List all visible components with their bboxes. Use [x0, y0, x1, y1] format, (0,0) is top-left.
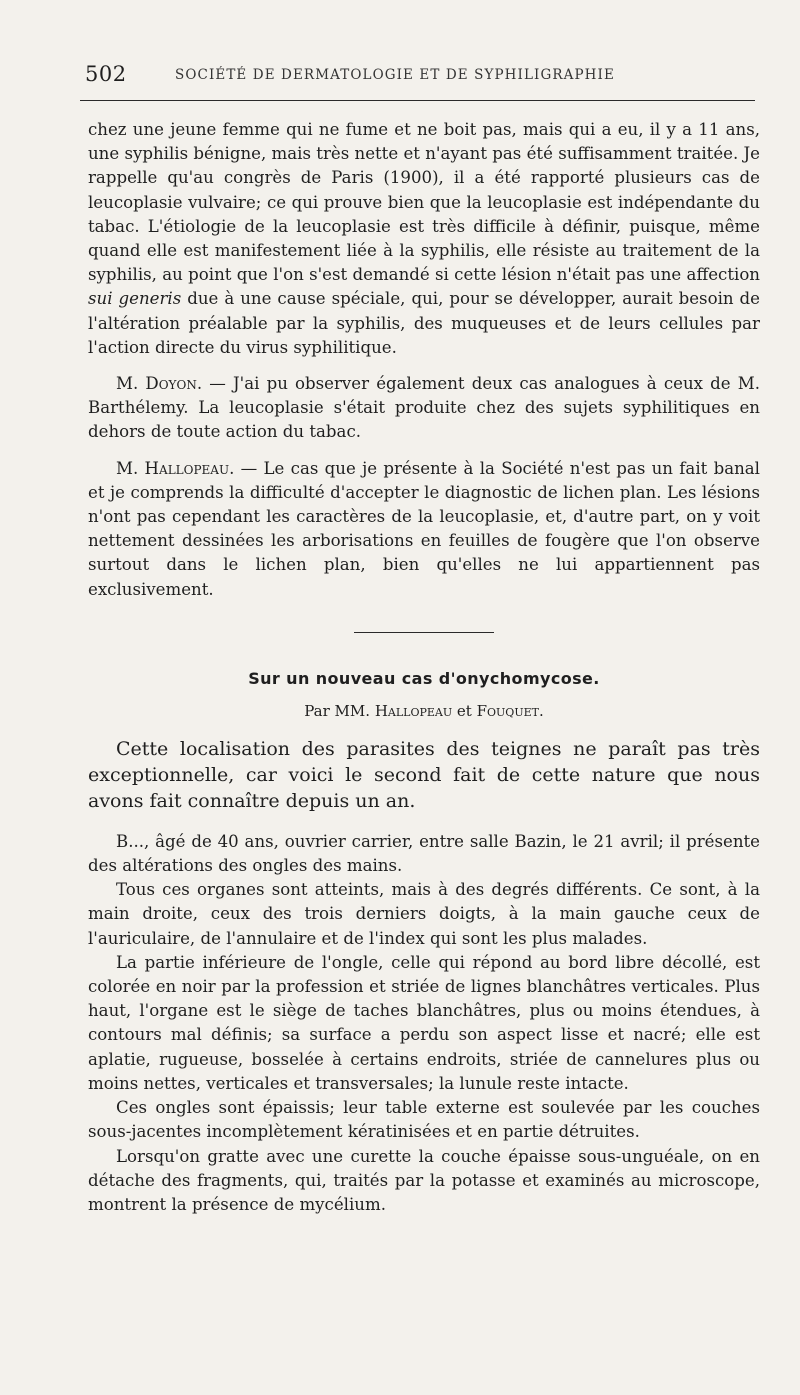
article-paragraph: Tous ces organes sont atteints, mais à des degrés différents. Ce sont, à la main droite, ceux des trois derniers doigts, à la main gauche ceux de l'auriculaire, de l'annulaire et de l'index qui sont les plus malades.: [88, 880, 760, 948]
paragraph-text-end: due à une cause spéciale, qui, pour se développer, aurait besoin de l'altération préalable par la syphilis, des muqueuses et de leurs cellules par l'action directe du virus syphilitique.: [88, 289, 760, 357]
speaker-text: — J'ai pu observer également deux cas analogues à ceux de M. Barthélemy. La leucoplasie s'était produite chez des sujets syphilitiques en dehors de toute action du tabac.: [88, 374, 761, 442]
paragraph-leucoplasie: [88, 118, 760, 360]
header-rule: [80, 100, 755, 101]
page-content: [88, 118, 760, 1217]
speaker-text: — Le cas que je présente à la Société n'est pas un fait banal et je comprends la difficulté d'accepter le diagnostic de lichen plan. Les lésions n'ont pas cependant les caractères de la leucoplasie, et, d'autre part, on y voit nettement dessinées les arborisations en feuilles de fougère que l'on observe surtout dans le lichen plan, bien qu'elles ne lui appartiennent pas exclusivement.: [88, 458, 760, 599]
author-name: Fouquet.: [476, 701, 544, 720]
authors-conjunction: et: [456, 701, 472, 720]
article-paragraph: B..., âgé de 40 ans, ouvrier carrier, entre salle Bazin, le 21 avril; il présente des altérations des ongles des mains.: [88, 831, 760, 876]
author-name: Hallopeau: [374, 701, 453, 720]
speaker-name: M. Hallopeau.: [116, 458, 235, 478]
running-title: SOCIÉTÉ DE DERMATOLOGIE ET DE SYPHILIGRAPHIE: [175, 67, 615, 83]
running-head: [85, 58, 755, 98]
paragraph-hallopeau: [88, 457, 760, 602]
paragraph-doyon: [88, 372, 760, 445]
article-paragraph: Ces ongles sont épaissis; leur table externe est soulevée par les couches sous-jacentes incomplètement kératinisées et en partie détruites.: [88, 1098, 760, 1142]
article-paragraph: La partie inférieure de l'ongle, celle qui répond au bord libre décollé, est colorée en noir par la profession et striée de lignes blanchâtres verticales. Plus haut, l'organe est le siège de taches blanchâtres, plus ou moins étendues, à contours mal définis; sa surface a perdu son aspect lisse et nacré; elle est aplatie, rugueuse, bosselée à certains endroits, striée de cannelures plus ou moins nettes, verticales et transversales; la lunule reste intacte.: [88, 952, 760, 1093]
section-separator: [354, 632, 494, 633]
authors-prefix: Par MM.: [304, 701, 371, 720]
page-number: 502: [85, 62, 127, 86]
article-lead: Cette localisation des parasites des teignes ne paraît pas très exceptionnelle, car voici le second fait de cette nature que nous avons fait connaître depuis un an.: [88, 737, 760, 812]
article-paragraph: Lorsqu'on gratte avec une curette la couche épaisse sous-unguéale, on en détache des fragments, qui, traités par la potasse et examinés au microscope, montrent la présence de mycélium.: [88, 1146, 760, 1214]
article-authors: [88, 702, 760, 720]
speaker-name: M. Doyon.: [116, 374, 203, 394]
article-title: Sur un nouveau cas d'onychomycose.: [248, 668, 600, 688]
paragraph-text: chez une jeune femme qui ne fume et ne boit pas, mais qui a eu, il y a 11 ans, une syphilis bénigne, mais très nette et n'ayant pas été suffisamment traitée. Je rappelle qu'au congrès de Paris (1900), il a été rapporté plusieurs cas de leucoplasie vulvaire; ce qui prouve bien que la leucoplasie est indépendante du tabac. L'étiologie de la leucoplasie est très difficile à définir, puisque, même quand elle est manifestement liée à la syphilis, elle résiste au traitement de la syphilis, au point que l'on s'est demandé si cette lésion n'était pas une affection: [88, 120, 760, 285]
italic-term: sui generis: [88, 289, 182, 309]
